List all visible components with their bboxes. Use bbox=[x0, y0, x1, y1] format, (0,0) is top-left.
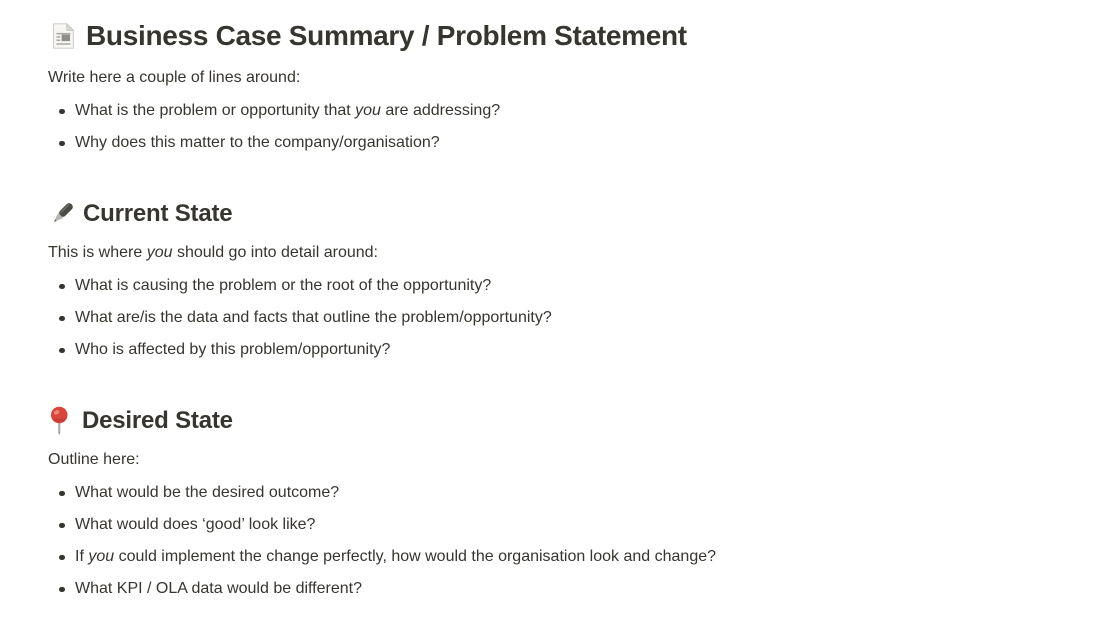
list-item: If you could implement the change perfectly, how would the organisation look and change? bbox=[46, 541, 1072, 573]
pushpin-icon bbox=[48, 406, 76, 436]
list-item: What KPI / OLA data would be different? bbox=[46, 573, 1072, 605]
problem-bullet-list bbox=[46, 95, 1072, 159]
desired-state-lead: Outline here: bbox=[48, 451, 140, 468]
pen-icon bbox=[48, 199, 77, 228]
list-item: Who is affected by this problem/opportunity? bbox=[46, 334, 1072, 366]
list-item: What are/is the data and facts that outline the problem/opportunity? bbox=[46, 302, 1072, 334]
desired-state-bullet-list bbox=[46, 477, 1072, 605]
section-heading-current-state bbox=[46, 195, 1072, 232]
page-title bbox=[46, 15, 1072, 57]
list-item: What would be the desired outcome? bbox=[46, 477, 1072, 509]
section-heading-text: Desired State bbox=[82, 407, 233, 434]
problem-lead: Write here a couple of lines around: bbox=[48, 69, 301, 86]
section-heading-text: Current State bbox=[83, 200, 233, 227]
page-title-text: Business Case Summary / Problem Statement bbox=[86, 20, 687, 51]
list-item: What would does ‘good’ look like? bbox=[46, 509, 1072, 541]
current-state-bullet-list bbox=[46, 270, 1072, 366]
list-item: What is the problem or opportunity that you are addressing? bbox=[46, 95, 1072, 127]
document-icon bbox=[48, 21, 78, 51]
list-item: Why does this matter to the company/organisation? bbox=[46, 127, 1072, 159]
list-item: What is causing the problem or the root of the opportunity? bbox=[46, 270, 1072, 302]
current-state-lead: This is where you should go into detail around: bbox=[48, 244, 378, 261]
section-heading-desired-state bbox=[46, 402, 1072, 439]
